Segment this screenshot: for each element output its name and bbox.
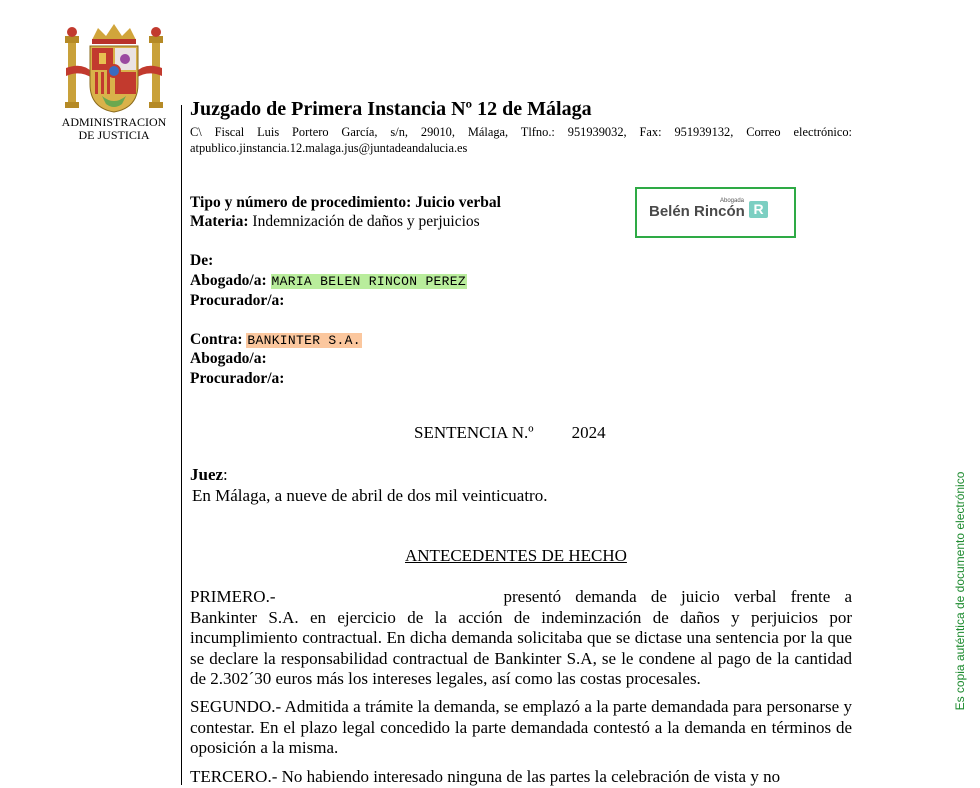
sentence-label: SENTENCIA N.º [414,423,534,442]
admin-line-1: ADMINISTRACION [61,115,167,129]
contra-row [190,331,362,349]
court-email: atpublico.jinstancia.12.malaga.jus@juntadeandalucia.es [190,141,468,155]
logo-mark-icon: R [749,201,768,218]
juez-colon: : [223,465,228,484]
abogado-row [190,272,467,290]
margin-rule [181,105,182,785]
court-address: C\ Fiscal Luis Portero García, s/n, 29010, Málaga, Tlfno.: 951939032, Fax: 951939132, Correo electrónico: [190,125,852,139]
place-date: En Málaga, a nueve de abril de dos mil veinticuatro. [192,486,548,505]
materia-row [190,213,480,231]
juez-row [190,465,228,485]
materia-label: Materia: [190,213,249,230]
authenticity-sidebar [949,471,971,711]
section-heading: ANTECEDENTES DE HECHO [405,546,627,565]
abogado-value: MARIA BELEN RINCON PEREZ [271,274,466,289]
juez-label: Juez [190,465,224,484]
paragraph-segundo [190,697,852,759]
authenticity-text: Es copia auténtica de documento electrónico [953,471,967,711]
logo-name: Belén Rincón [649,203,745,220]
abogado-label: Abogado/a: [190,272,267,289]
admin-line-2: DE JUSTICIA [78,128,150,142]
materia-value: Indemnización de daños y perjuicios [252,213,480,230]
court-title: Juzgado de Primera Instancia Nº 12 de Málaga [190,98,592,120]
tercero-label: TERCERO.- [190,767,278,786]
primero-label: PRIMERO.- [190,587,276,606]
primero-text: presentó demanda de juicio verbal frente a Bankinter S.A. en ejercicio de la acción de indeminzación de daños y perjuicios por incumplimiento contractual. En dicha demanda solicitaba que se dictase una sentencia por la que se declare la responsabilidad contractual de Bankinter S.A, se le condene al pago de la cantidad de 2.302´30 euros más los intereses legales, así como las costas procesales. [190,587,852,689]
contra-label: Contra: [190,331,243,348]
spain-crest-icon [62,22,166,114]
procedure-type-value: Juicio verbal [415,194,501,211]
segundo-label: SEGUNDO.- [190,697,282,716]
procedure-type-label: Tipo y número de procedimiento: [190,194,412,211]
procurador-label: Procurador/a: [190,292,285,309]
administration-label [52,116,176,142]
sentence-title [414,423,606,443]
paragraph-primero [190,587,852,690]
contra-abogado-label: Abogado/a: [190,350,267,367]
coat-of-arms [60,22,168,114]
contra-value: BANKINTER S.A. [247,333,361,348]
tercero-text: No habiendo interesado ninguna de las partes la celebración de vista y no [281,767,781,786]
logo-small-text: Abogada [720,198,745,204]
contra-procurador-label: Procurador/a: [190,370,285,387]
lawyer-logo [635,187,796,238]
procedure-type-row [190,194,501,212]
sentence-year: 2024 [571,423,606,442]
de-label: De: [190,252,214,269]
segundo-text: Admitida a trámite la demanda, se emplazó a la parte demandada para personarse y contestar. En el plazo legal concedido la parte demandada contestó a la demanda en términos de oposición a la misma. [190,697,853,758]
